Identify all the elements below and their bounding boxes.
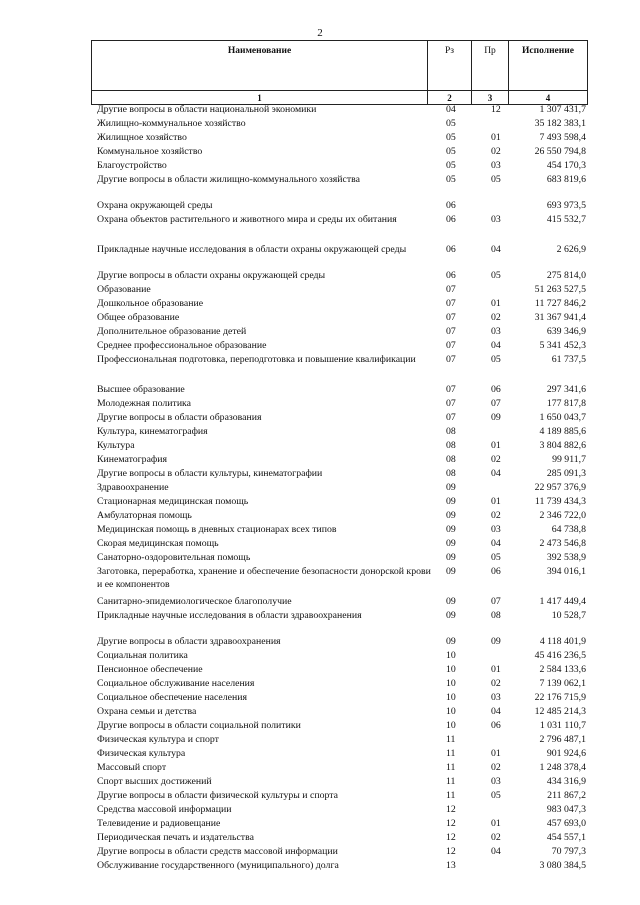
row-pr: 05 [491,270,501,281]
header-amount: Исполнение [509,41,588,91]
row-rz: 09 [446,524,456,535]
row-amount: 64 738,8 [551,524,586,535]
row-pr: 12 [491,104,501,115]
row-name: Санитарно-эпидемиологическое благополучие [97,596,292,607]
row-pr: 06 [491,566,501,577]
row-name: Средства массовой информации [97,804,232,815]
row-pr: 01 [491,748,501,759]
page-number: 2 [317,27,323,39]
header-rz: Рз [428,41,472,91]
row-name: Социальное обеспечение населения [97,692,248,703]
row-rz: 09 [446,496,456,507]
row-rz: 09 [446,552,456,563]
row-pr: 01 [491,298,501,309]
row-rz: 08 [446,440,456,451]
row-name: Заготовка, переработка, хранение и обеспечение безопасности донорской крови и ее компонентов [97,566,431,590]
row-pr: 01 [491,440,501,451]
row-pr: 05 [491,354,501,365]
row-rz: 05 [446,132,456,143]
row-pr: 02 [491,510,501,521]
row-rz: 11 [446,776,456,787]
row-rz: 09 [446,636,456,647]
row-pr: 04 [491,468,501,479]
row-name: Другие вопросы в области жилищно-коммунального хозяйства [97,174,360,185]
row-amount: 1 417 449,4 [539,596,586,607]
row-name: Прикладные научные исследования в области здравоохранения [97,610,362,621]
row-amount: 2 473 546,8 [539,538,586,549]
row-amount: 275 814,0 [546,270,586,281]
row-rz: 07 [446,412,456,423]
row-amount: 51 263 527,5 [534,284,586,295]
row-name: Социальное обслуживание населения [97,678,255,689]
row-rz: 11 [446,762,456,773]
row-name: Массовый спорт [97,762,167,773]
row-rz: 05 [446,146,456,157]
row-amount: 285 091,3 [546,468,586,479]
row-name: Другие вопросы в области национальной экономики [97,104,317,115]
row-amount: 1 307 431,7 [539,104,586,115]
row-rz: 13 [446,860,456,871]
row-rz: 05 [446,160,456,171]
row-rz: 09 [446,510,456,521]
row-rz: 10 [446,664,456,675]
row-amount: 2 796 487,1 [539,734,586,745]
row-pr: 07 [491,596,501,607]
row-pr: 03 [491,692,501,703]
row-pr: 03 [491,214,501,225]
row-amount: 2 626,9 [556,244,586,255]
row-amount: 454 170,3 [546,160,586,171]
row-name: Молодежная политика [97,398,192,409]
row-amount: 394 016,1 [546,566,586,577]
row-rz: 12 [446,846,456,857]
row-rz: 08 [446,454,456,465]
row-name: Скорая медицинская помощь [97,538,219,549]
row-name: Другие вопросы в области социальной политики [97,720,301,731]
row-pr: 01 [491,818,501,829]
row-rz: 10 [446,706,456,717]
row-rz: 09 [446,482,456,493]
row-name: Физическая культура и спорт [97,734,219,745]
row-pr: 04 [491,846,501,857]
row-amount: 31 367 941,4 [534,312,586,323]
row-name: Жилищно-коммунальное хозяйство [97,118,246,129]
row-rz: 09 [446,538,456,549]
header-name: Наименование [92,41,428,91]
row-rz: 07 [446,298,456,309]
row-pr: 02 [491,832,501,843]
row-amount: 415 532,7 [546,214,586,225]
row-amount: 7 493 598,4 [539,132,586,143]
row-rz: 05 [446,174,456,185]
row-amount: 683 819,6 [546,174,586,185]
row-name: Среднее профессиональное образование [97,340,267,351]
row-amount: 61 737,5 [551,354,586,365]
row-pr: 03 [491,776,501,787]
row-pr: 06 [491,384,501,395]
row-pr: 05 [491,552,501,563]
row-rz: 10 [446,678,456,689]
row-amount: 11 739 434,3 [534,496,586,507]
row-amount: 10 528,7 [551,610,586,621]
row-amount: 22 176 715,9 [534,692,586,703]
row-amount: 2 584 133,6 [539,664,586,675]
row-rz: 07 [446,354,456,365]
row-amount: 901 924,6 [546,748,586,759]
row-amount: 5 341 452,3 [539,340,586,351]
row-amount: 1 650 043,7 [539,412,586,423]
row-name: Санаторно-оздоровительная помощь [97,552,251,563]
row-name: Социальная политика [97,650,188,661]
row-pr: 09 [491,412,501,423]
row-amount: 4 189 885,6 [539,426,586,437]
row-name: Физическая культура [97,748,186,759]
row-pr: 01 [491,496,501,507]
row-rz: 08 [446,468,456,479]
row-rz: 10 [446,650,456,661]
row-rz: 06 [446,244,456,255]
row-rz: 12 [446,804,456,815]
row-pr: 02 [491,146,501,157]
row-pr: 02 [491,762,501,773]
row-amount: 434 316,9 [546,776,586,787]
row-name: Обслуживание государственного (муниципального) долга [97,860,339,871]
row-name: Другие вопросы в области культуры, кинематографии [97,468,323,479]
column-number-1: 1 [92,91,428,105]
row-name: Другие вопросы в области здравоохранения [97,636,281,647]
row-amount: 7 139 062,1 [539,678,586,689]
row-amount: 1 031 110,7 [539,720,586,731]
row-amount: 177 817,8 [546,398,586,409]
row-rz: 11 [446,734,456,745]
column-number-3: 3 [472,91,509,105]
row-name: Охрана семьи и детства [97,706,197,717]
row-name: Прикладные научные исследования в области охраны окружающей среды [97,244,407,255]
row-rz: 12 [446,818,456,829]
row-pr: 03 [491,326,501,337]
row-pr: 07 [491,398,501,409]
row-name: Общее образование [97,312,180,323]
row-rz: 07 [446,284,456,295]
row-amount: 983 047,3 [546,804,586,815]
row-name: Культура [97,440,135,451]
row-pr: 01 [491,132,501,143]
row-pr: 04 [491,244,501,255]
row-amount: 3 804 882,6 [539,440,586,451]
row-amount: 211 867,2 [547,790,586,801]
row-name: Охрана объектов растительного и животного мира и среды их обитания [97,214,397,225]
row-pr: 04 [491,706,501,717]
row-name: Другие вопросы в области образования [97,412,262,423]
row-rz: 12 [446,832,456,843]
row-name: Охрана окружающей среды [97,200,213,211]
row-rz: 09 [446,596,456,607]
row-amount: 693 973,5 [546,200,586,211]
column-number-2: 2 [428,91,472,105]
row-amount: 35 182 383,1 [534,118,586,129]
row-name: Профессиональная подготовка, переподготовка и повышение квалификации [97,354,416,365]
row-name: Дошкольное образование [97,298,204,309]
column-number-4: 4 [509,91,588,105]
row-amount: 639 346,9 [546,326,586,337]
row-rz: 04 [446,104,456,115]
row-pr: 03 [491,160,501,171]
row-amount: 26 550 794,8 [534,146,586,157]
row-name: Благоустройство [97,160,167,171]
row-pr: 09 [491,636,501,647]
row-rz: 06 [446,200,456,211]
row-name: Медицинская помощь в дневных стационарах всех типов [97,524,337,535]
row-pr: 04 [491,538,501,549]
row-rz: 06 [446,270,456,281]
row-amount: 454 557,1 [546,832,586,843]
row-pr: 02 [491,312,501,323]
row-amount: 70 797,3 [551,846,586,857]
row-pr: 05 [491,174,501,185]
row-amount: 1 248 378,4 [539,762,586,773]
row-rz: 06 [446,214,456,225]
row-amount: 3 080 384,5 [539,860,586,871]
row-amount: 45 416 236,5 [534,650,586,661]
row-name: Здравоохранение [97,482,169,493]
row-rz: 11 [446,748,456,759]
row-pr: 08 [491,610,501,621]
row-name: Высшее образование [97,384,185,395]
row-amount: 297 341,6 [546,384,586,395]
row-name: Амбулаторная помощь [97,510,192,521]
row-name: Другие вопросы в области физической культуры и спорта [97,790,338,801]
row-rz: 07 [446,326,456,337]
row-name: Коммунальное хозяйство [97,146,203,157]
row-name: Дополнительное образование детей [97,326,247,337]
row-amount: 2 346 722,0 [539,510,586,521]
row-amount: 4 118 401,9 [539,636,586,647]
row-name: Другие вопросы в области охраны окружающей среды [97,270,326,281]
header-pr: Пр [472,41,509,91]
row-name: Спорт высших достижений [97,776,212,787]
row-name: Жилищное хозяйство [97,132,187,143]
row-amount: 11 727 846,2 [534,298,586,309]
row-rz: 11 [446,790,456,801]
row-rz: 09 [446,566,456,577]
row-rz: 10 [446,720,456,731]
row-name: Периодическая печать и издательства [97,832,254,843]
row-name: Образование [97,284,151,295]
row-pr: 05 [491,790,501,801]
row-name: Телевидение и радиовещание [97,818,221,829]
row-rz: 07 [446,340,456,351]
row-rz: 07 [446,384,456,395]
row-rz: 09 [446,610,456,621]
row-pr: 02 [491,678,501,689]
row-name: Кинематография [97,454,168,465]
row-pr: 06 [491,720,501,731]
row-amount: 457 693,0 [546,818,586,829]
row-rz: 10 [446,692,456,703]
row-amount: 12 485 214,3 [534,706,586,717]
row-pr: 01 [491,664,501,675]
row-pr: 03 [491,524,501,535]
row-rz: 07 [446,312,456,323]
row-rz: 05 [446,118,456,129]
row-pr: 02 [491,454,501,465]
row-name: Пенсионное обеспечение [97,664,203,675]
row-name: Стационарная медицинская помощь [97,496,249,507]
row-pr: 04 [491,340,501,351]
row-amount: 22 957 376,9 [534,482,586,493]
row-name: Культура, кинематография [97,426,208,437]
row-rz: 07 [446,398,456,409]
row-rz: 08 [446,426,456,437]
row-amount: 392 538,9 [546,552,586,563]
row-amount: 99 911,7 [552,454,586,465]
row-name: Другие вопросы в области средств массовой информации [97,846,338,857]
